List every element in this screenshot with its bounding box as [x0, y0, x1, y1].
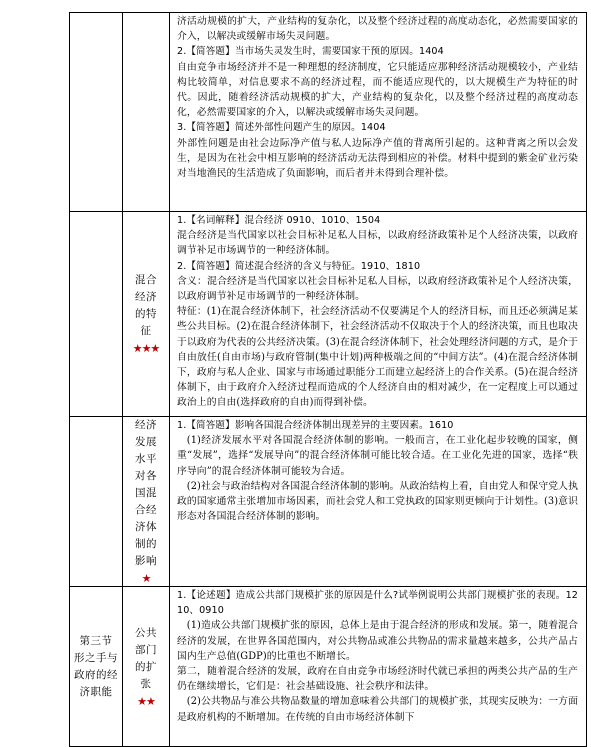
section-cell	[70, 212, 123, 417]
table-row	[70, 587, 587, 747]
study-notes-table	[69, 12, 587, 747]
content-paragraph: 2.【简答题】当市场失灵发生时，需要国家干预的原因。1404	[177, 46, 444, 58]
table-row	[70, 13, 587, 212]
content-paragraph: 2.【简答题】简述混合经济的含义与特征。1910、1810	[177, 260, 421, 272]
content-paragraph: (1)经济发展水平对各国混合经济体制的影响。一般而言，在工业化起步较晚的国家，侧重“发展”，选择“发展导向”的混合经济体制可能比较合适。在工业化先进的国家，选择“秩序导向”的混合经济体制可能较为合适。	[177, 435, 578, 477]
topic-label: 混合经济的特征	[135, 274, 157, 337]
topic-cell	[123, 417, 170, 587]
content-cell	[170, 587, 587, 747]
content-cell	[170, 417, 587, 587]
importance-stars: ★★	[137, 694, 155, 708]
content-paragraph: 第二，随着混合经济的发展，政府在自由竞争市场经济时代就已承担的两类公共产品的生产仍在继续增长，它们是：社会基础设施、社会秩序和法律。	[177, 666, 578, 693]
section-cell	[70, 417, 123, 587]
row1-content	[170, 13, 586, 181]
content-paragraph: 特征：(1)在混合经济体制下，社会经济活动不仅要满足个人的经济目标，而且还必须满足某些公共目标。(2)在混合经济体制下，社会经济活动不仅取决于个人的经济决策，而且也取决于以政府为代表的公共经济决策。(3)在混合经济体制下，社会处理经济问题的方式，是介于自由放任(自由市场)与政府管制(集中计划)两种极端之间的“中间方法”。(4)在混合经济体制下，政府与私人企业、国家与市场通过职能分工而建立起经济上的合作关系。(5)在混合经济体制下，由于政府介入经济过程而造成的个人经济自由的相对减少，在一定程度上可以通过政治上的自由(选择政府的自由)而得到补偿。	[177, 306, 578, 409]
section-cell	[70, 13, 123, 212]
content-paragraph: 混合经济是当代国家以社会目标补足私人目标，以政府经济政策补足个人经济决策，以政府调节补足市场调节的一种经济体制。	[177, 230, 578, 257]
content-paragraph: 济活动规模的扩大，产业结构的复杂化，以及整个经济过程的高度动态化，必然需要国家的介入，以解决或缓解市场失灵问题。	[177, 16, 578, 43]
content-paragraph: 1.【论述题】造成公共部门规模扩张的原因是什么?试举例说明公共部门规模扩张的表现。1210、0910	[177, 590, 578, 617]
content-paragraph: (1)造成公共部门规模扩张的原因，总体上是由于混合经济的形成和发展。第一，随着混合经济的发展，在世界各国范围内，对公共物品或准公共物品的需求量越来越多，公共产品占国内生产总值(GDP)的比重也不断增长。	[177, 620, 578, 662]
topic-cell	[123, 212, 170, 417]
content-paragraph: 外部性问题是由社会边际净产值与私人边际净产值的背离所引起的。这种背离之所以会发生，是因为在社会中相互影响的经济活动无法得到相应的补偿。材料中提到的紫金矿业污染对当地渔民的生活造成了负面影响，而后者并未得到合理补偿。	[177, 137, 578, 180]
importance-stars: ★	[141, 572, 151, 585]
content-paragraph: (2)公共物品与准公共物品数量的增加意味着公共部门的规模扩张，其现实反映为：一方面是政府机构的不断增加。在传统的自由市场经济体制下	[177, 696, 578, 723]
content-paragraph: (2)社会与政治结构对各国混合经济体制的影响。从政治结构上看，自由党人和保守党人执政的国家通常主张增加市场因素，而社会党人和工党执政的国家则更倾向于计划性。(3)意识形态对各国混合经济体制的影响。	[177, 480, 578, 523]
topic-label: 经济发展水平对各国混合经济体制的影响	[135, 419, 157, 567]
table-row	[70, 417, 587, 587]
section-cell	[70, 587, 123, 747]
row2-content	[170, 212, 586, 411]
section-label: 第三节 形之手与政府的经济职能	[74, 634, 118, 698]
row3-content	[170, 417, 586, 524]
content-paragraph: 自由竞争市场经济并不是一种理想的经济制度，它只能适应那种经济活动规模较小，产业结构比较简单，对信息要求不高的经济过程，而不能适应现代的，以大规模生产为特征的时代。因此，随着经济活动规模的扩大，产业结构的复杂化，以及整个经济过程的高度动态化，必然需要国家的介入，以解决或缓解市场失灵问题。	[177, 61, 578, 119]
topic-label: 公共部门的扩张	[135, 626, 157, 690]
table-row	[70, 212, 587, 417]
content-paragraph: 3.【简答题】简述外部性问题产生的原因。1404	[177, 122, 386, 134]
content-cell	[170, 212, 587, 417]
content-paragraph: 1.【名词解释】混合经济 0910、1010、1504	[177, 215, 381, 226]
content-cell	[170, 13, 587, 212]
content-paragraph: 1.【简答题】影响各国混合经济体制出现差异的主要因素。1610	[177, 420, 454, 431]
importance-stars: ★★★	[132, 342, 160, 355]
topic-cell	[123, 13, 170, 212]
row4-content	[170, 587, 586, 725]
topic-cell	[123, 587, 170, 747]
content-paragraph: 含义：混合经济是当代国家以社会目标补足私人目标，以政府经济政策补足个人经济决策，以政府调节补足市场调节的一种经济体制。	[177, 275, 578, 303]
